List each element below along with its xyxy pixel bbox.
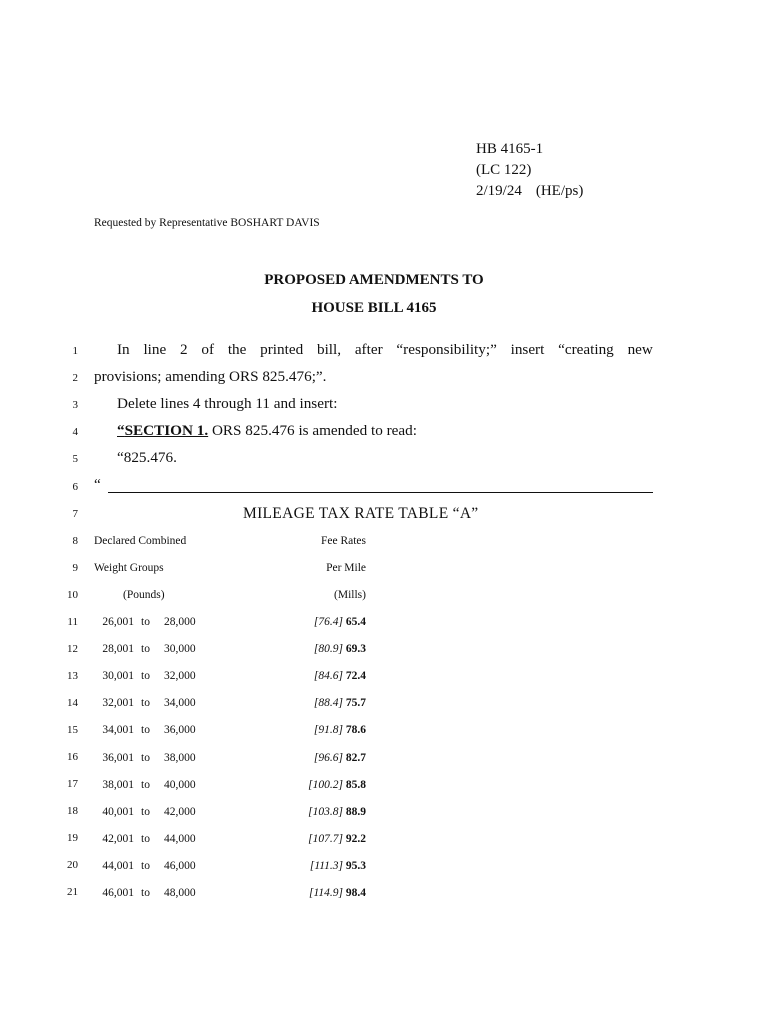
weight-from: 40,001 xyxy=(102,806,134,818)
line-1-word: “creating xyxy=(558,341,614,358)
weight-upper: 34,000 xyxy=(164,697,196,709)
line-number: 17 xyxy=(67,778,78,790)
weight-upper: 46,000 xyxy=(164,860,196,872)
weight-from: 46,001 xyxy=(102,887,134,899)
weight-to-word: to xyxy=(141,860,150,872)
weight-upper: 44,000 xyxy=(164,833,196,845)
fee-rate-new: 98.4 xyxy=(345,887,366,899)
fee-rate-new: 92.2 xyxy=(345,833,366,845)
fee-rate-old: [76.4] xyxy=(313,616,343,628)
weight-to-word: to xyxy=(141,887,150,899)
line-1-word: bill, xyxy=(316,341,342,358)
line-1-word: of xyxy=(201,341,215,358)
fee-rate-old: [107.7] xyxy=(308,833,343,845)
line-number: 6 xyxy=(72,481,78,493)
line-number: 14 xyxy=(67,697,78,709)
fee-rate-new: 69.3 xyxy=(345,643,366,655)
fee-rate-new: 65.4 xyxy=(345,616,366,628)
fee-rate xyxy=(270,752,366,764)
line-number: 2 xyxy=(72,372,78,384)
weight-to-word: to xyxy=(141,833,150,845)
weight-from: 32,001 xyxy=(102,697,134,709)
fee-rate xyxy=(270,833,366,845)
fee-rate-new: 72.4 xyxy=(345,670,366,682)
weight-upper: 30,000 xyxy=(164,643,196,655)
col-header-rate-1: Fee Rates xyxy=(320,535,366,547)
col-header-weight-2: Weight Groups xyxy=(94,562,164,574)
fee-rate-old: [84.6] xyxy=(313,670,343,682)
line-number: 5 xyxy=(72,453,78,465)
weight-to-word: to xyxy=(141,643,150,655)
table-title: MILEAGE TAX RATE TABLE “A” xyxy=(243,505,479,522)
fee-rate xyxy=(270,670,366,682)
amendment-line-3: Delete lines 4 through 11 and insert: xyxy=(117,395,338,412)
bill-number: HB 4165-1 xyxy=(476,141,544,157)
fee-rate-new: 95.3 xyxy=(345,860,366,872)
fee-rate-new: 78.6 xyxy=(345,724,366,736)
weight-from: 26,001 xyxy=(102,616,134,628)
weight-to-word: to xyxy=(141,752,150,764)
weight-from: 44,001 xyxy=(102,860,134,872)
line-number: 18 xyxy=(67,805,78,817)
document-title-line1: PROPOSED AMENDMENTS TO xyxy=(264,272,484,288)
col-header-weight-1: Declared Combined xyxy=(94,535,187,547)
amendment-line-4 xyxy=(117,422,417,440)
fee-rate-new: 88.9 xyxy=(345,806,366,818)
lc-number: (LC 122) xyxy=(476,162,532,178)
line-1-word: line xyxy=(143,341,167,358)
line-number: 9 xyxy=(72,562,78,574)
line-number: 15 xyxy=(67,724,78,736)
line-number: 20 xyxy=(67,859,78,871)
weight-upper: 42,000 xyxy=(164,806,196,818)
weight-from: 34,001 xyxy=(102,724,134,736)
fee-rate-old: [100.2] xyxy=(308,779,343,791)
line-1-word: printed xyxy=(260,341,304,358)
line-1-word: “responsibility;” xyxy=(396,341,497,358)
fee-rate-new: 82.7 xyxy=(345,752,366,764)
fee-rate xyxy=(270,779,366,791)
weight-to-word: to xyxy=(141,670,150,682)
col-header-rate-3: (Mills) xyxy=(334,589,366,601)
weight-upper: 48,000 xyxy=(164,887,196,899)
line-number: 3 xyxy=(72,399,78,411)
line-number: 11 xyxy=(67,616,78,628)
line-1-word: In xyxy=(117,341,130,358)
amendment-line-1 xyxy=(117,341,653,359)
line-1-word: 2 xyxy=(180,341,188,358)
drafter-initials: (HE/ps) xyxy=(535,183,584,199)
section-open-quote: “ xyxy=(117,422,125,439)
weight-from: 38,001 xyxy=(102,779,134,791)
weight-to-word: to xyxy=(141,697,150,709)
amendment-line-5: “825.476. xyxy=(117,449,177,466)
weight-from: 42,001 xyxy=(102,833,134,845)
line-number: 4 xyxy=(72,426,78,438)
weight-to-word: to xyxy=(141,779,150,791)
weight-upper: 38,000 xyxy=(164,752,196,764)
weight-to-word: to xyxy=(141,724,150,736)
fee-rate-new: 75.7 xyxy=(345,697,366,709)
line-number: 8 xyxy=(72,535,78,547)
fee-rate xyxy=(270,860,366,872)
line-1-word: new xyxy=(627,341,653,358)
fee-rate xyxy=(270,806,366,818)
fee-rate-old: [96.6] xyxy=(313,752,343,764)
amendment-line-2: provisions; amending ORS 825.476;”. xyxy=(94,368,327,385)
table-rule xyxy=(108,492,653,493)
fee-rate-old: [103.8] xyxy=(308,806,343,818)
fee-rate xyxy=(270,887,366,899)
weight-upper: 28,000 xyxy=(164,616,196,628)
weight-from: 30,001 xyxy=(102,670,134,682)
line-number: 1 xyxy=(72,345,78,357)
weight-to-word: to xyxy=(141,616,150,628)
amendment-line-6-quote: “ xyxy=(94,476,101,493)
fee-rate xyxy=(270,724,366,736)
line-number: 7 xyxy=(72,508,78,520)
line-number: 13 xyxy=(67,670,78,682)
fee-rate-old: [91.8] xyxy=(313,724,343,736)
fee-rate xyxy=(270,697,366,709)
fee-rate xyxy=(270,616,366,628)
bill-date-line xyxy=(476,181,583,202)
section-text: ORS 825.476 is amended to read: xyxy=(208,422,417,439)
line-number: 16 xyxy=(67,751,78,763)
line-1-word: insert xyxy=(510,341,545,358)
weight-to-word: to xyxy=(141,806,150,818)
requested-by: Requested by Representative BOSHART DAVIS xyxy=(94,217,320,229)
col-header-rate-2: Per Mile xyxy=(326,562,366,574)
line-number: 21 xyxy=(67,886,78,898)
bill-header xyxy=(476,139,583,202)
line-number: 10 xyxy=(67,589,78,601)
line-1-word: the xyxy=(227,341,247,358)
bill-date: 2/19/24 xyxy=(476,183,522,199)
document-title-line2: HOUSE BILL 4165 xyxy=(311,300,437,316)
weight-from: 28,001 xyxy=(102,643,134,655)
col-header-weight-3: (Pounds) xyxy=(123,589,165,601)
weight-upper: 40,000 xyxy=(164,779,196,791)
fee-rate-new: 85.8 xyxy=(345,779,366,791)
fee-rate-old: [88.4] xyxy=(313,697,343,709)
fee-rate-old: [80.9] xyxy=(313,643,343,655)
fee-rate-old: [114.9] xyxy=(309,887,343,899)
line-number: 12 xyxy=(67,643,78,655)
weight-upper: 36,000 xyxy=(164,724,196,736)
section-label: SECTION 1. xyxy=(124,422,209,439)
line-1-word: after xyxy=(354,341,383,358)
weight-upper: 32,000 xyxy=(164,670,196,682)
weight-from: 36,001 xyxy=(102,752,134,764)
fee-rate-old: [111.3] xyxy=(309,860,343,872)
fee-rate xyxy=(270,643,366,655)
line-number: 19 xyxy=(67,832,78,844)
